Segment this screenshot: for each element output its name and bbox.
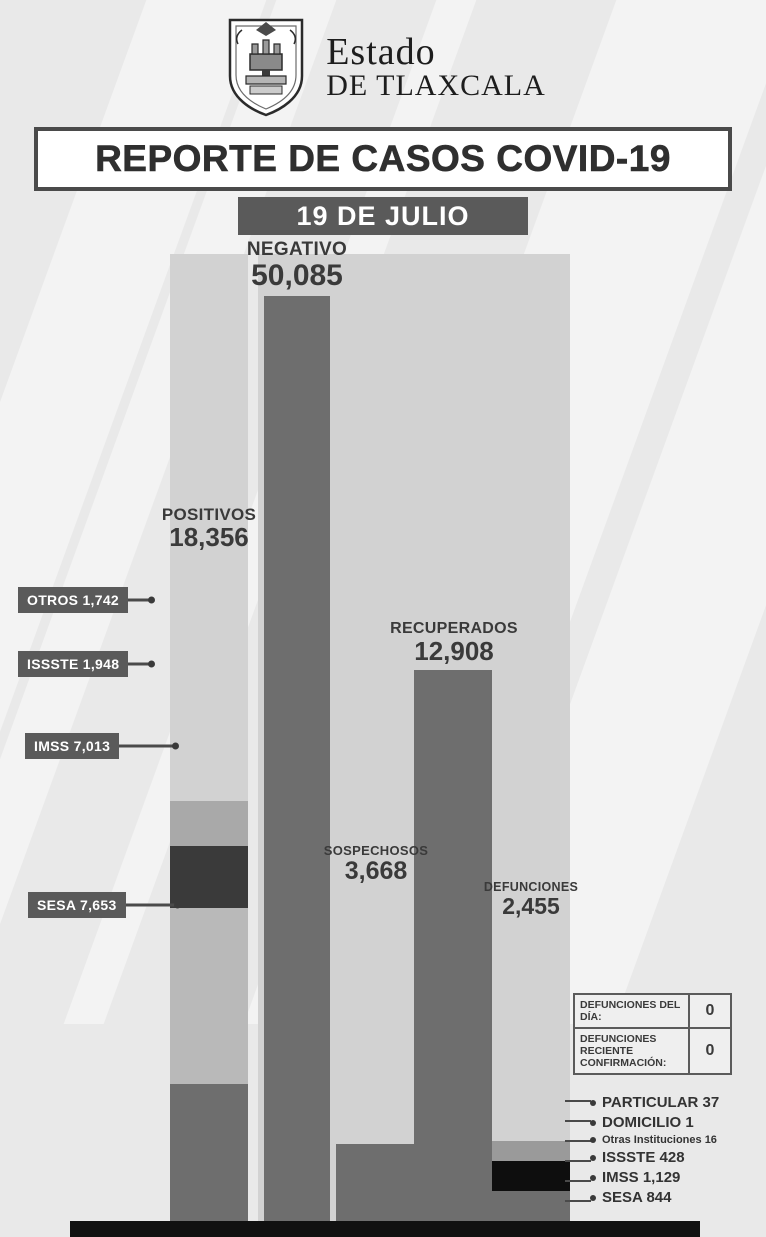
callout-sesa <box>28 892 126 918</box>
bar-positivos-sesa <box>170 1084 248 1221</box>
defunciones-connectors <box>565 1098 593 1208</box>
bar-defunciones-sesa <box>492 1191 570 1221</box>
estado-line2: DE TLAXCALA <box>326 68 546 102</box>
track-sospechosos <box>336 254 414 1221</box>
callout-issste-label: ISSSTE 1,948 <box>27 656 120 672</box>
list-item: ISSSTE 428 <box>590 1149 765 1166</box>
callout-dot <box>174 902 181 909</box>
bullet-icon <box>590 1175 596 1181</box>
table-row <box>575 995 730 1029</box>
page-title-text: REPORTE DE CASOS COVID-19 <box>95 138 671 179</box>
estado-wordmark <box>326 30 546 102</box>
list-item: PARTICULAR 37 <box>590 1094 765 1111</box>
list-item: SESA 844 <box>590 1189 765 1206</box>
label-recuperados-caption: RECUPERADOS <box>390 620 518 637</box>
callout-line <box>126 904 176 907</box>
bar-negativo <box>264 296 330 1221</box>
label-sospechosos <box>322 844 430 884</box>
label-defunciones-caption: DEFUNCIONES <box>483 880 579 894</box>
list-item: DOMICILIO 1 <box>590 1114 765 1131</box>
callout-otros <box>18 587 128 613</box>
bullet-icon <box>590 1120 596 1126</box>
table-row <box>575 1029 730 1073</box>
callout-dot <box>172 743 179 750</box>
bar-positivos-issste <box>170 846 248 908</box>
page-subtitle <box>238 197 528 235</box>
bar-defunciones-otros <box>492 1141 570 1161</box>
label-positivos-caption: POSITIVOS <box>161 505 257 524</box>
bar-sospechosos <box>336 1144 414 1221</box>
defunciones-dia-value: 0 <box>688 995 730 1027</box>
bar-chart <box>0 236 766 1206</box>
track-defunciones <box>492 254 570 1221</box>
label-defunciones-value: 2,455 <box>502 893 560 920</box>
bullet-icon <box>590 1155 596 1161</box>
chart-baseline <box>70 1221 700 1237</box>
callout-line <box>128 599 150 602</box>
defunciones-summary-table <box>573 993 732 1075</box>
label-sospechosos-caption: SOSPECHOSOS <box>323 843 429 858</box>
crest-icon <box>220 14 312 119</box>
label-positivos-value: 18,356 <box>169 521 249 552</box>
defunciones-reciente-value: 0 <box>688 1029 730 1073</box>
bar-positivos-imss <box>170 908 248 1084</box>
estado-line1: Estado <box>326 30 436 73</box>
bullet-icon <box>590 1100 596 1106</box>
callout-otros-label: OTROS 1,742 <box>27 592 120 608</box>
bar-recuperados <box>414 670 492 1221</box>
bar-defunciones-imss <box>492 1161 570 1191</box>
callout-imss <box>25 733 119 759</box>
label-recuperados <box>390 621 518 665</box>
defunciones-reciente-label: DEFUNCIONES RECIENTE CONFIRMACIÓN: <box>580 1033 667 1070</box>
label-recuperados-value: 12,908 <box>414 635 494 666</box>
label-defunciones <box>478 881 584 918</box>
list-item: Otras Instituciones 16 <box>590 1134 765 1146</box>
defunciones-dia-label: DEFUNCIONES DEL DÍA: <box>580 999 681 1024</box>
callout-line <box>119 745 174 748</box>
page-title <box>34 127 732 191</box>
label-negativo <box>232 240 362 291</box>
label-sospechosos-value: 3,668 <box>344 856 408 885</box>
bullet-icon <box>590 1195 596 1201</box>
label-negativo-value: 50,085 <box>251 258 343 292</box>
callout-line <box>128 663 150 666</box>
list-item: IMSS 1,129 <box>590 1169 765 1186</box>
callout-dot <box>148 597 155 604</box>
callout-issste <box>18 651 128 677</box>
defunciones-breakdown-list <box>590 1094 765 1209</box>
bullet-icon <box>590 1137 596 1143</box>
callout-imss-label: IMSS 7,013 <box>34 738 111 754</box>
bar-positivos-otros <box>170 801 248 846</box>
callout-dot <box>148 661 155 668</box>
label-negativo-caption: NEGATIVO <box>246 239 348 260</box>
label-positivos <box>148 506 270 551</box>
page-header <box>0 0 766 119</box>
page-subtitle-text: 19 DE JULIO <box>296 200 470 231</box>
callout-sesa-label: SESA 7,653 <box>37 897 117 913</box>
